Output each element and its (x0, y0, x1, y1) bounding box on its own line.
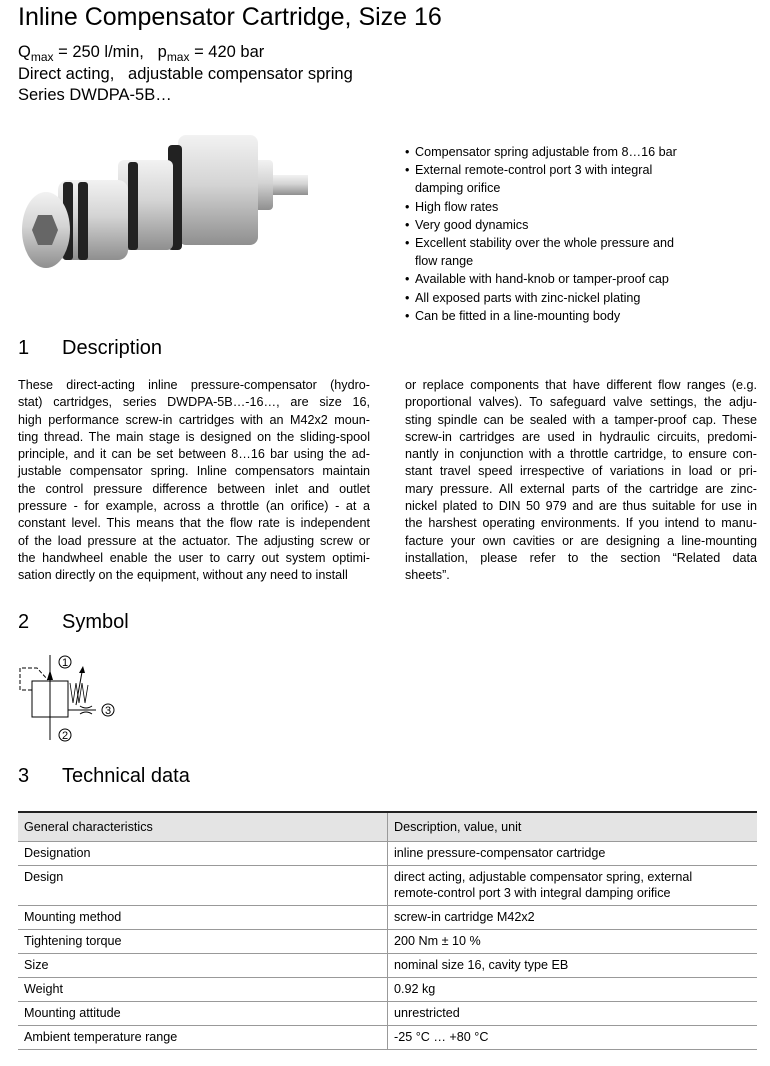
description-right-column (405, 377, 757, 585)
description-line: nantly in conjunction with a throttle cartridge, to ensure con- (405, 447, 757, 462)
characteristic-cell: Mounting attitude (18, 1002, 388, 1026)
description-line: high performance screw-in cartridges with an M42x2 moun- (18, 412, 370, 427)
port-2-label: 2 (61, 730, 69, 742)
description-line: the handwheel enable the user to carry out system optimi- (18, 550, 370, 565)
description-line: These direct-acting inline pressure-compensator (hydro- (18, 378, 370, 392)
feature-item: • Compensator spring adjustable from 8…16 bar (405, 143, 695, 161)
feature-item: • Very good dynamics (405, 216, 695, 234)
p-sub: max (166, 50, 190, 64)
description-line: mary pressure. All external parts of the cartridge are zinc- (405, 481, 757, 496)
q-value: = 250 l/min, (53, 43, 144, 61)
subtitle-line: Direct acting, adjustable compensator spring (18, 65, 353, 83)
section-number: 1 (18, 337, 30, 359)
characteristic-cell: Mounting method (18, 906, 388, 930)
characteristic-cell: Designation (18, 842, 388, 866)
value-cell: 200 Nm ± 10 % (388, 930, 758, 954)
section-number: 2 (18, 611, 30, 633)
page-title: Inline Compensator Cartridge, Size 16 (18, 3, 442, 31)
description-line: sheets”. (405, 568, 450, 583)
technical-data-table (18, 811, 757, 1050)
feature-item: • High flow rates (405, 198, 695, 216)
table-row (18, 954, 757, 978)
description-line: sation directly on the equipment, without any need to install (18, 568, 348, 583)
value-cell: direct acting, adjustable compensator spring, external remote-control port 3 with integral damping orifice (388, 866, 758, 906)
table-row (18, 866, 757, 906)
description-line: the harshest operating environments. If you intend to manu- (405, 516, 757, 531)
description-line: screw-in cartridges are used in hydraulic circuits, predomi- (405, 429, 757, 444)
description-line: sting spindle can be sealed with a tamper-proof cap. These (405, 412, 757, 427)
value-cell: -25 °C … +80 °C (388, 1026, 758, 1050)
table-row (18, 930, 757, 954)
hydraulic-symbol (0, 640, 140, 750)
q-symbol: Q (18, 43, 31, 61)
characteristic-cell: Weight (18, 978, 388, 1002)
section-number: 3 (18, 765, 30, 787)
q-sub: max (30, 50, 54, 64)
section-label: Description (62, 337, 163, 359)
table-row (18, 842, 757, 866)
characteristic-cell: Design (18, 866, 388, 906)
description-line: installation, please refer to the section “Related data (405, 550, 757, 565)
description-line: constant level. This means that the flow rate is independent (18, 516, 370, 531)
value-cell: 0.92 kg (388, 978, 758, 1002)
p-symbol: p (157, 43, 167, 61)
series-line: Series DWDPA-5B… (18, 86, 172, 104)
value-cell: inline pressure-compensator cartridge (388, 842, 758, 866)
characteristic-cell: Ambient temperature range (18, 1026, 388, 1050)
description-line: pressure - for example, across a throttle (an orifice) - at a (18, 499, 370, 514)
column-header: General characteristics (18, 812, 388, 842)
description-line: proportional valves). To safeguard valve settings, the adju- (405, 395, 757, 410)
section-label: Symbol (62, 611, 129, 633)
table-row (18, 1002, 757, 1026)
port-1-label: 1 (61, 657, 69, 669)
feature-item: • External remote-control port 3 with integral damping orifice (405, 161, 695, 197)
column-header: Description, value, unit (388, 812, 758, 842)
port-3-label: 3 (104, 705, 112, 717)
cartridge-image (18, 120, 318, 320)
value-cell: screw-in cartridge M42x2 (388, 906, 758, 930)
value-cell: unrestricted (388, 1002, 758, 1026)
description-line: or replace components that have different flow ranges (e.g. (405, 378, 757, 392)
section-label: Technical data (62, 765, 190, 787)
description-line: stant travel speed irrespective of variations in load or pri- (405, 464, 757, 479)
description-line: of the load pressure at the actuator. The adjusting screw or (18, 533, 370, 548)
characteristic-cell: Size (18, 954, 388, 978)
characteristic-cell: Tightening torque (18, 930, 388, 954)
table-header-row (18, 812, 757, 842)
description-line: stat) cartridges, series DWDPA-5B…-16…, are size 16, (18, 395, 370, 410)
description-line: ting thread. The main stage is designed on the sliding-spool (18, 429, 370, 444)
value-cell: nominal size 16, cavity type EB (388, 954, 758, 978)
feature-list (405, 143, 695, 325)
description-line: principle, and it can be set between 8…16 bar using the ad- (18, 447, 370, 462)
spec-line (18, 43, 264, 64)
table-row (18, 978, 757, 1002)
description-line: the control pressure difference between inlet and outlet (18, 481, 370, 496)
feature-item: • All exposed parts with zinc-nickel plating (405, 289, 695, 307)
p-value: = 420 bar (189, 43, 265, 61)
table-row (18, 906, 757, 930)
feature-item: • Excellent stability over the whole pressure and flow range (405, 234, 680, 270)
feature-item: • Available with hand-knob or tamper-proof cap (405, 270, 695, 288)
table-row (18, 1026, 757, 1050)
description-line: facture your own cavities or are designing a line-mounting (405, 533, 757, 548)
description-left-column (18, 377, 370, 585)
description-line: justable compensator spring. Inline compensators maintain (18, 464, 370, 479)
description-line: nickel plated to DIN 50 979 and are thus suitable for use in (405, 499, 757, 514)
feature-item: • Can be fitted in a line-mounting body (405, 307, 695, 325)
